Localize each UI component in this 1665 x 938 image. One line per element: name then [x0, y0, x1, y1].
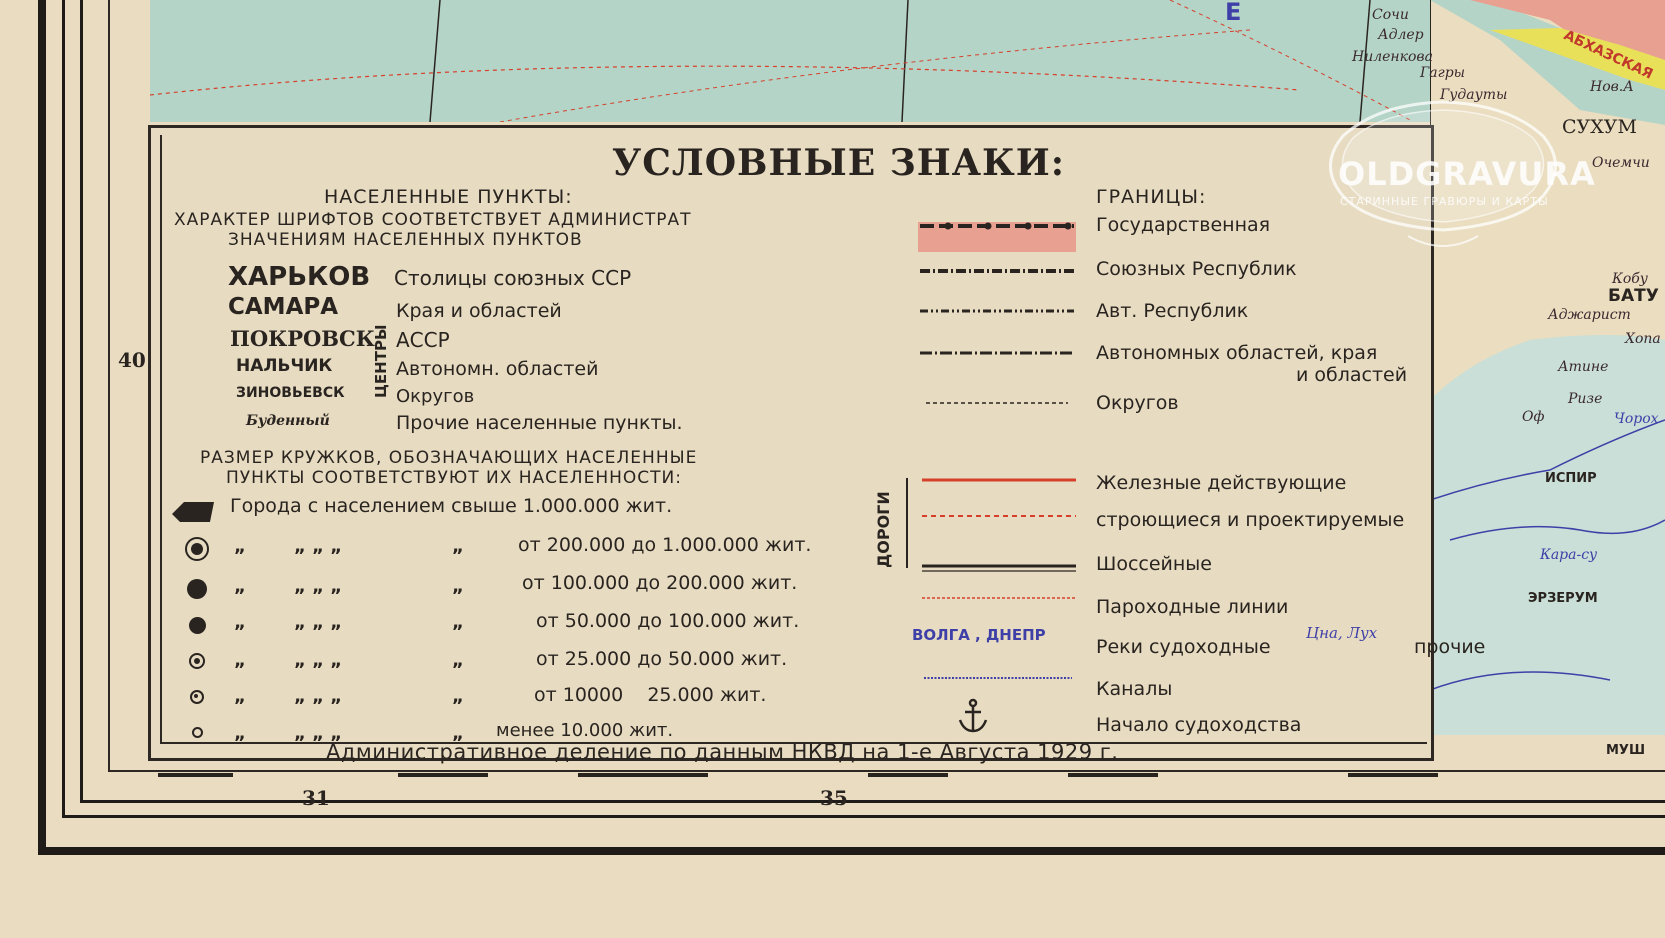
ditto-mark: „	[452, 536, 464, 557]
place-label: Адлер	[1378, 27, 1424, 43]
ditto-mark: „	[234, 650, 246, 671]
symbol-million-city	[170, 498, 218, 526]
borders-heading: ГРАНИЦЫ:	[1096, 186, 1207, 208]
road-lines	[920, 470, 1080, 690]
settlements-note-2: ЗНАЧЕНИЯМ НАСЕЛЕННЫХ ПУНКТОВ	[228, 230, 583, 250]
place-label: Сочи	[1372, 7, 1409, 23]
watermark-tagline: СТАРИННЫЕ ГРАВЮРЫ И КАРТЫ	[1340, 195, 1549, 208]
border-autrep-label: Авт. Республик	[1096, 300, 1249, 322]
circle-row-7: менее 10.000 жит.	[496, 720, 674, 741]
ditto-group: „ „ „	[294, 612, 343, 633]
legend-footer: Административное деление по данным НКВД на 1-е Августа 1929 г.	[326, 740, 1119, 764]
roads-bracket	[906, 478, 916, 568]
meaning-assr: АССР	[396, 328, 450, 352]
place-label: Кара-су	[1540, 547, 1598, 563]
place-label: ИСПИР	[1545, 471, 1597, 486]
ditto-mark: „	[234, 576, 246, 597]
meaning-other: Прочие населенные пункты.	[396, 412, 683, 434]
place-label: Атине	[1558, 359, 1609, 375]
legend-title: УСЛОВНЫЕ ЗНАКИ:	[612, 142, 1066, 184]
road-rail-planned-label: строющиеся и проектируемые	[1096, 509, 1405, 531]
circle-200k-core	[191, 543, 203, 555]
ditto-group: „ „ „	[294, 650, 343, 671]
place-label: МУШ	[1606, 743, 1646, 758]
circle-25k-core	[194, 658, 200, 664]
border-lines	[918, 215, 1078, 415]
place-label: Аджарист	[1548, 307, 1631, 323]
place-label: Гудауты	[1440, 87, 1508, 103]
road-rail-label: Железные действующие	[1096, 472, 1347, 494]
circle-small	[192, 727, 203, 738]
example-krai: САМАРА	[228, 294, 339, 320]
roads-label: ДОРОГИ	[874, 491, 893, 568]
steamship-label: Пароходные линии	[1096, 596, 1289, 618]
ditto-group: „ „ „	[294, 576, 343, 597]
ditto-group: „ „ „	[294, 536, 343, 557]
place-label: Ниленкова	[1352, 49, 1433, 65]
ditto-mark: „	[452, 650, 464, 671]
meaning-auton-oblast: Автономн. областей	[396, 358, 599, 380]
road-highway-label: Шоссейные	[1096, 553, 1212, 575]
settlements-note-1: ХАРАКТЕР ШРИФТОВ СООТВЕТСТВУЕТ АДМИНИСТРАТ	[174, 210, 692, 230]
ditto-mark: „	[234, 612, 246, 633]
border-union-label: Союзных Республик	[1096, 258, 1297, 280]
example-other: Буденный	[246, 413, 330, 429]
place-label: Очемчи	[1592, 155, 1650, 171]
circles-heading-1: РАЗМЕР КРУЖКОВ, ОБОЗНАЧАЮЩИХ НАСЕЛЕННЫЕ	[200, 448, 698, 468]
example-capital-ssr: ХАРЬКОВ	[228, 262, 371, 292]
place-label: Оф	[1522, 409, 1545, 425]
rivers-label: Реки судоходные	[1096, 636, 1271, 658]
place-label: Чорох	[1614, 411, 1659, 427]
circle-100k	[187, 579, 207, 599]
ditto-mark: „	[234, 536, 246, 557]
ditto-mark: „	[234, 686, 246, 707]
sea-letter: Е	[1225, 0, 1242, 26]
centers-label: ЦЕНТРЫ	[372, 324, 390, 398]
border-autobl-label: Автономных областей, края	[1096, 342, 1378, 364]
rivers-other-label: прочие	[1414, 636, 1486, 658]
meaning-capital-ssr: Столицы союзных ССР	[394, 266, 632, 290]
border-okrug-label: Округов	[1096, 392, 1179, 414]
place-label: Нов.А	[1590, 79, 1634, 95]
circle-row-6: от 10000 25.000 жит.	[534, 684, 767, 706]
circle-row-1: Города с населением свыше 1.000.000 жит.	[230, 495, 673, 517]
ditto-mark: „	[452, 723, 464, 744]
border-state-label: Государственная	[1096, 214, 1271, 236]
settlements-heading: НАСЕЛЕННЫЕ ПУНКТЫ:	[324, 186, 573, 208]
place-label: Кобу	[1612, 271, 1648, 287]
place-label: Гагры	[1420, 65, 1466, 81]
region-label: АБХАЗСКАЯ	[1561, 27, 1656, 83]
ditto-group: „ „ „	[294, 686, 343, 707]
scale-ticks	[148, 770, 1648, 780]
circle-row-2: от 200.000 до 1.000.000 жит.	[518, 534, 812, 556]
circles-heading-2: ПУНКТЫ СООТВЕТСТВУЮТ ИХ НАСЕЛЕННОСТИ:	[226, 468, 682, 488]
rivers-sample: ВОЛГА , ДНЕПР	[912, 626, 1046, 644]
circle-50k	[189, 617, 206, 634]
circle-row-5: от 25.000 до 50.000 жит.	[536, 648, 788, 670]
watermark-brand: OLDGRAVURA	[1338, 155, 1596, 193]
ditto-mark: „	[234, 723, 246, 744]
meridian-label-35: 35	[820, 786, 848, 810]
canals-label: Каналы	[1096, 678, 1173, 700]
ditto-mark: „	[452, 686, 464, 707]
example-assr: ПОКРОВСК	[230, 326, 375, 351]
place-label: БАТУ	[1608, 286, 1659, 306]
place-label: Ризе	[1568, 391, 1603, 407]
circle-10k-core	[194, 694, 198, 698]
ditto-mark: „	[452, 576, 464, 597]
parallel-label: 40	[118, 348, 146, 372]
place-label: ЭРЗЕРУМ	[1528, 591, 1598, 606]
anchor-icon	[956, 698, 990, 734]
meaning-krai: Края и областей	[396, 300, 562, 322]
place-label: Хопа	[1625, 331, 1661, 347]
meridian-label-31: 31	[302, 786, 330, 810]
rivers-other-sample: Цна, Лух	[1306, 624, 1378, 642]
circle-row-4: от 50.000 до 100.000 жит.	[536, 610, 800, 632]
example-auton-oblast: НАЛЬЧИК	[236, 356, 333, 376]
navigation-start-label: Начало судоходства	[1096, 714, 1302, 736]
ditto-mark: „	[452, 612, 464, 633]
border-autobl-label-2: и областей	[1296, 364, 1408, 386]
meaning-okrug: Округов	[396, 386, 475, 407]
circle-row-3: от 100.000 до 200.000 жит.	[522, 572, 798, 594]
ditto-group: „ „ „	[294, 723, 343, 744]
example-okrug: ЗИНОВЬЕВСК	[236, 385, 345, 401]
sukhum-label: СУХУМ	[1562, 116, 1637, 138]
